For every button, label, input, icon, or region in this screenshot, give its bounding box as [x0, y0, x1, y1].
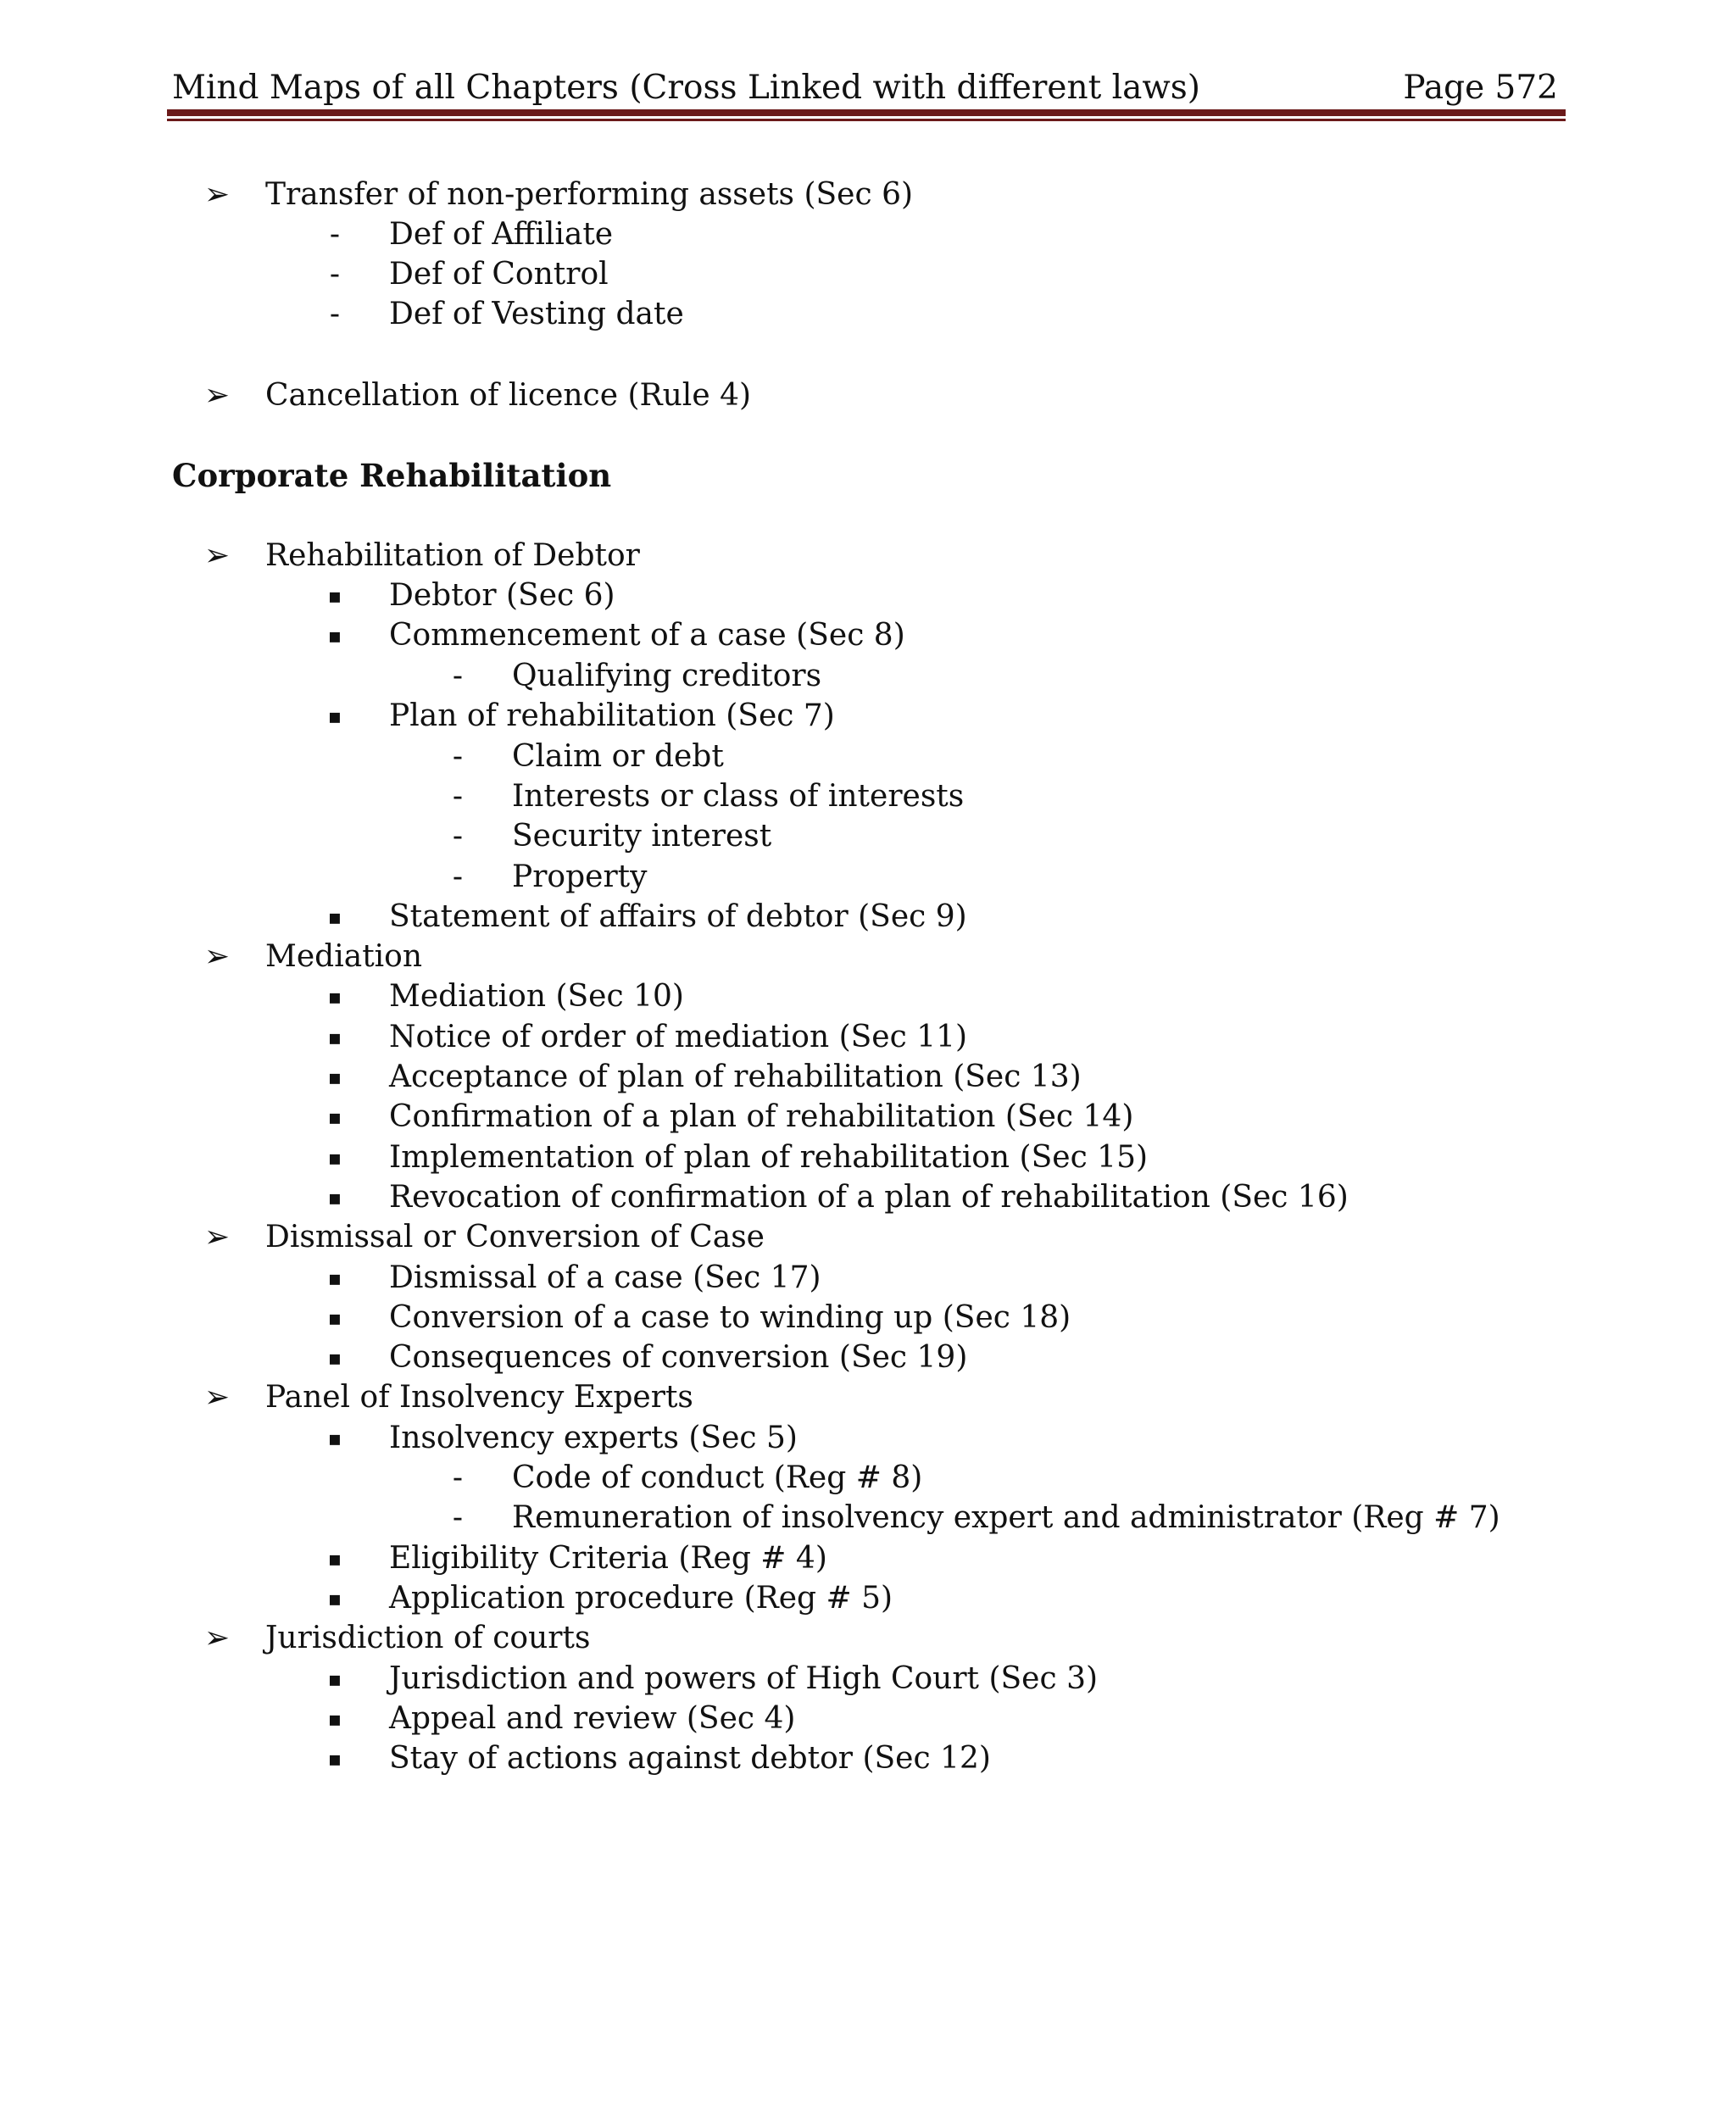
dash-bullet-icon: - — [329, 217, 341, 252]
list-item-text: Interests or class of interests — [512, 779, 965, 814]
square-bullet-icon: ▪ — [327, 1667, 342, 1691]
list-item-text: Claim or debt — [512, 739, 724, 774]
list-item-text: Panel of Insolvency Experts — [265, 1380, 693, 1415]
list-item-text: Commencement of a case (Sec 8) — [389, 618, 905, 653]
square-bullet-icon: ▪ — [327, 905, 342, 929]
dash-bullet-icon: - — [329, 297, 341, 331]
section-heading: Corporate Rehabilitation — [172, 457, 612, 494]
square-bullet-icon: ▪ — [327, 1306, 342, 1330]
arrow-bullet-icon: ➢ — [203, 177, 231, 212]
arrow-bullet-icon: ➢ — [203, 1380, 231, 1415]
square-bullet-icon: ▪ — [327, 1747, 342, 1771]
dash-bullet-icon: - — [452, 819, 464, 854]
list-item-text: Transfer of non-performing assets (Sec 6) — [265, 177, 914, 212]
square-bullet-icon: ▪ — [327, 624, 342, 648]
square-bullet-icon: ▪ — [327, 584, 342, 608]
list-item-text: Revocation of confirmation of a plan of rehabilitation (Sec 16) — [389, 1180, 1349, 1215]
square-bullet-icon: ▪ — [327, 1346, 342, 1370]
list-item-text: Cancellation of licence (Rule 4) — [265, 378, 752, 413]
square-bullet-icon: ▪ — [327, 704, 342, 728]
list-item-text: Rehabilitation of Debtor — [265, 538, 640, 573]
list-item-text: Consequences of conversion (Sec 19) — [389, 1340, 968, 1375]
list-item-text: Implementation of plan of rehabilitation (Sec 15) — [389, 1140, 1149, 1175]
list-item-text: Dismissal of a case (Sec 17) — [389, 1260, 821, 1295]
arrow-bullet-icon: ➢ — [203, 1621, 231, 1655]
list-item-text: Confirmation of a plan of rehabilitation (Sec 14) — [389, 1099, 1134, 1134]
square-bullet-icon: ▪ — [327, 1105, 342, 1129]
list-item-text: Mediation (Sec 10) — [389, 979, 684, 1014]
square-bullet-icon: ▪ — [327, 1186, 342, 1210]
list-item-text: Def of Control — [389, 257, 609, 292]
square-bullet-icon: ▪ — [327, 1146, 342, 1170]
page-header — [172, 63, 1558, 114]
list-item-text: Insolvency experts (Sec 5) — [389, 1421, 798, 1455]
list-item-text: Code of conduct (Reg # 8) — [512, 1460, 923, 1495]
list-item-text: Notice of order of mediation (Sec 11) — [389, 1020, 968, 1054]
dash-bullet-icon: - — [452, 659, 464, 693]
list-item-text: Qualifying creditors — [512, 659, 822, 693]
arrow-bullet-icon: ➢ — [203, 378, 231, 413]
square-bullet-icon: ▪ — [327, 1547, 342, 1571]
list-item-text: Def of Affiliate — [389, 217, 614, 252]
square-bullet-icon: ▪ — [327, 1026, 342, 1049]
square-bullet-icon: ▪ — [327, 1065, 342, 1089]
dash-bullet-icon: - — [452, 1500, 464, 1535]
dash-bullet-icon: - — [329, 257, 341, 292]
list-item-text: Mediation — [265, 939, 423, 974]
header-rule-thick — [167, 109, 1566, 116]
arrow-bullet-icon: ➢ — [203, 538, 231, 573]
dash-bullet-icon: - — [452, 859, 464, 894]
list-item-text: Jurisdiction of courts — [265, 1621, 591, 1655]
list-item-text: Remuneration of insolvency expert and administrator (Reg # 7) — [512, 1500, 1500, 1535]
page-number: Page 572 — [1403, 69, 1558, 107]
list-item-text: Stay of actions against debtor (Sec 12) — [389, 1741, 991, 1776]
header-rule-thin — [167, 119, 1566, 121]
square-bullet-icon: ▪ — [327, 985, 342, 1009]
square-bullet-icon: ▪ — [327, 1266, 342, 1290]
list-item-text: Eligibility Criteria (Reg # 4) — [389, 1541, 827, 1576]
dash-bullet-icon: - — [452, 739, 464, 774]
list-item-text: Conversion of a case to winding up (Sec 18) — [389, 1300, 1071, 1335]
list-item-text: Appeal and review (Sec 4) — [389, 1701, 796, 1736]
dash-bullet-icon: - — [452, 779, 464, 814]
list-item-text: Dismissal or Conversion of Case — [265, 1220, 765, 1254]
arrow-bullet-icon: ➢ — [203, 1220, 231, 1254]
dash-bullet-icon: - — [452, 1460, 464, 1495]
square-bullet-icon: ▪ — [327, 1707, 342, 1731]
square-bullet-icon: ▪ — [327, 1427, 342, 1450]
list-item-text: Acceptance of plan of rehabilitation (Sec 13) — [389, 1060, 1082, 1094]
header-title: Mind Maps of all Chapters (Cross Linked with different laws) — [172, 69, 1201, 107]
list-item-text: Plan of rehabilitation (Sec 7) — [389, 698, 835, 733]
list-item-text: Def of Vesting date — [389, 297, 684, 331]
square-bullet-icon: ▪ — [327, 1587, 342, 1610]
list-item-text: Property — [512, 859, 648, 894]
arrow-bullet-icon: ➢ — [203, 939, 231, 974]
list-item-text: Jurisdiction and powers of High Court (Sec 3) — [389, 1661, 1099, 1696]
list-item-text: Statement of affairs of debtor (Sec 9) — [389, 899, 967, 934]
list-item-text: Debtor (Sec 6) — [389, 578, 615, 613]
list-item-text: Security interest — [512, 819, 772, 854]
list-item-text: Application procedure (Reg # 5) — [389, 1581, 893, 1616]
